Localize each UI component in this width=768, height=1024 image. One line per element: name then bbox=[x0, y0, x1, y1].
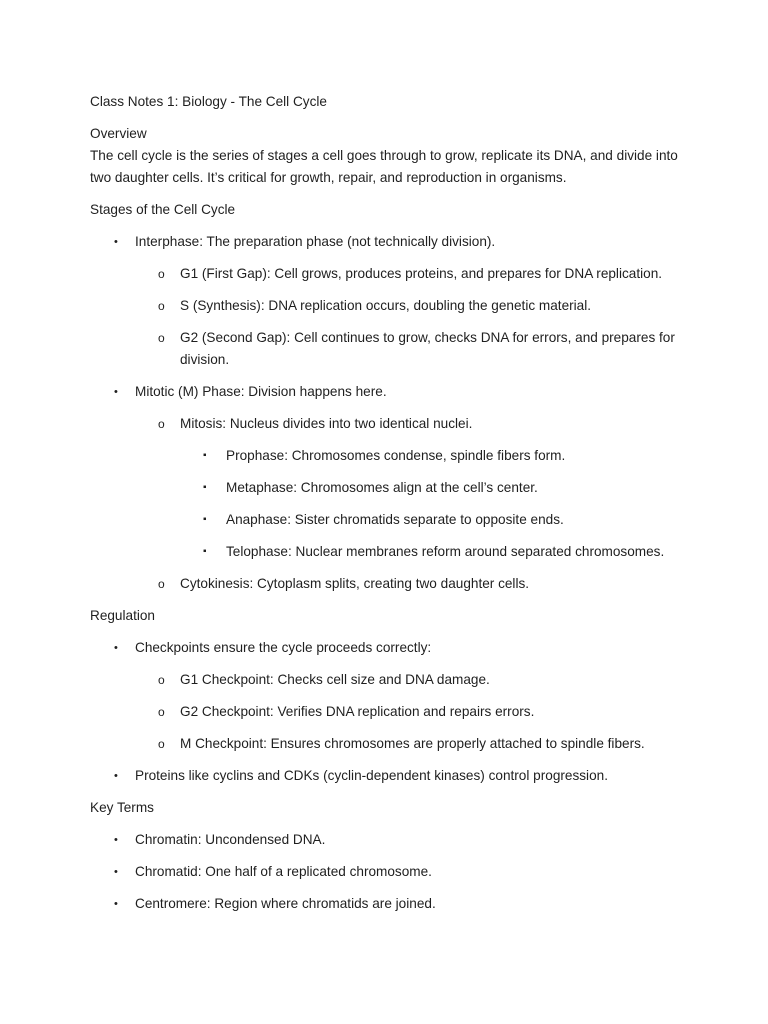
sub-bullet-marker: o bbox=[158, 267, 165, 281]
bullet-marker: • bbox=[114, 834, 118, 846]
stages-heading: Stages of the Cell Cycle bbox=[90, 202, 236, 217]
list-item-s-phase: S (Synthesis): DNA replication occurs, doubling the genetic material. bbox=[180, 298, 592, 313]
sub-bullet-marker: o bbox=[158, 577, 165, 591]
bullet-marker: • bbox=[114, 236, 118, 248]
list-item-interphase: Interphase: The preparation phase (not technically division). bbox=[135, 234, 496, 249]
bullet-marker: • bbox=[114, 898, 118, 910]
list-item-cytokinesis: Cytokinesis: Cytoplasm splits, creating two daughter cells. bbox=[180, 576, 530, 591]
list-item-chromatin: Chromatin: Uncondensed DNA. bbox=[135, 832, 326, 847]
list-item-anaphase: Anaphase: Sister chromatids separate to opposite ends. bbox=[226, 512, 564, 527]
regulation-heading: Regulation bbox=[90, 608, 155, 623]
list-item-proteins: Proteins like cyclins and CDKs (cyclin-dependent kinases) control progression. bbox=[135, 768, 608, 783]
key-terms-heading: Key Terms bbox=[90, 800, 154, 815]
overview-heading: Overview bbox=[90, 126, 147, 141]
square-bullet-marker: ▪ bbox=[203, 450, 207, 461]
sub-bullet-marker: o bbox=[158, 673, 165, 687]
list-item-centromere: Centromere: Region where chromatids are joined. bbox=[135, 896, 436, 911]
list-item-g2: G2 (Second Gap): Cell continues to grow, checks DNA for errors, and prepares for division. bbox=[180, 330, 675, 367]
sub-bullet-marker: o bbox=[158, 299, 165, 313]
list-item-prophase: Prophase: Chromosomes condense, spindle fibers form. bbox=[226, 448, 566, 463]
sub-bullet-marker: o bbox=[158, 331, 165, 345]
sub-bullet-marker: o bbox=[158, 705, 165, 719]
overview-paragraph: The cell cycle is the series of stages a cell goes through to grow, replicate its DNA, and divide into two daughter cells. It’s critical for growth, repair, and reproduction in organisms. bbox=[90, 148, 678, 185]
list-item-telophase: Telophase: Nuclear membranes reform around separated chromosomes. bbox=[226, 544, 665, 559]
list-item-chromatid: Chromatid: One half of a replicated chromosome. bbox=[135, 864, 432, 879]
list-item-m-checkpoint: M Checkpoint: Ensures chromosomes are properly attached to spindle fibers. bbox=[180, 736, 645, 751]
list-item-metaphase: Metaphase: Chromosomes align at the cell’s center. bbox=[226, 480, 538, 495]
square-bullet-marker: ▪ bbox=[203, 482, 207, 493]
sub-bullet-marker: o bbox=[158, 737, 165, 751]
document-title: Class Notes 1: Biology - The Cell Cycle bbox=[90, 94, 327, 109]
list-item-g1: G1 (First Gap): Cell grows, produces proteins, and prepares for DNA replication. bbox=[180, 266, 663, 281]
square-bullet-marker: ▪ bbox=[203, 546, 207, 557]
bullet-marker: • bbox=[114, 770, 118, 782]
list-item-mitosis: Mitosis: Nucleus divides into two identical nuclei. bbox=[180, 416, 473, 431]
list-item-g1-checkpoint: G1 Checkpoint: Checks cell size and DNA damage. bbox=[180, 672, 490, 687]
sub-bullet-marker: o bbox=[158, 417, 165, 431]
bullet-marker: • bbox=[114, 386, 118, 398]
list-item-m-phase: Mitotic (M) Phase: Division happens here. bbox=[135, 384, 387, 399]
list-item-checkpoints: Checkpoints ensure the cycle proceeds correctly: bbox=[135, 640, 432, 655]
square-bullet-marker: ▪ bbox=[203, 514, 207, 525]
bullet-marker: • bbox=[114, 642, 118, 654]
bullet-marker: • bbox=[114, 866, 118, 878]
list-item-g2-checkpoint: G2 Checkpoint: Verifies DNA replication and repairs errors. bbox=[180, 704, 535, 719]
